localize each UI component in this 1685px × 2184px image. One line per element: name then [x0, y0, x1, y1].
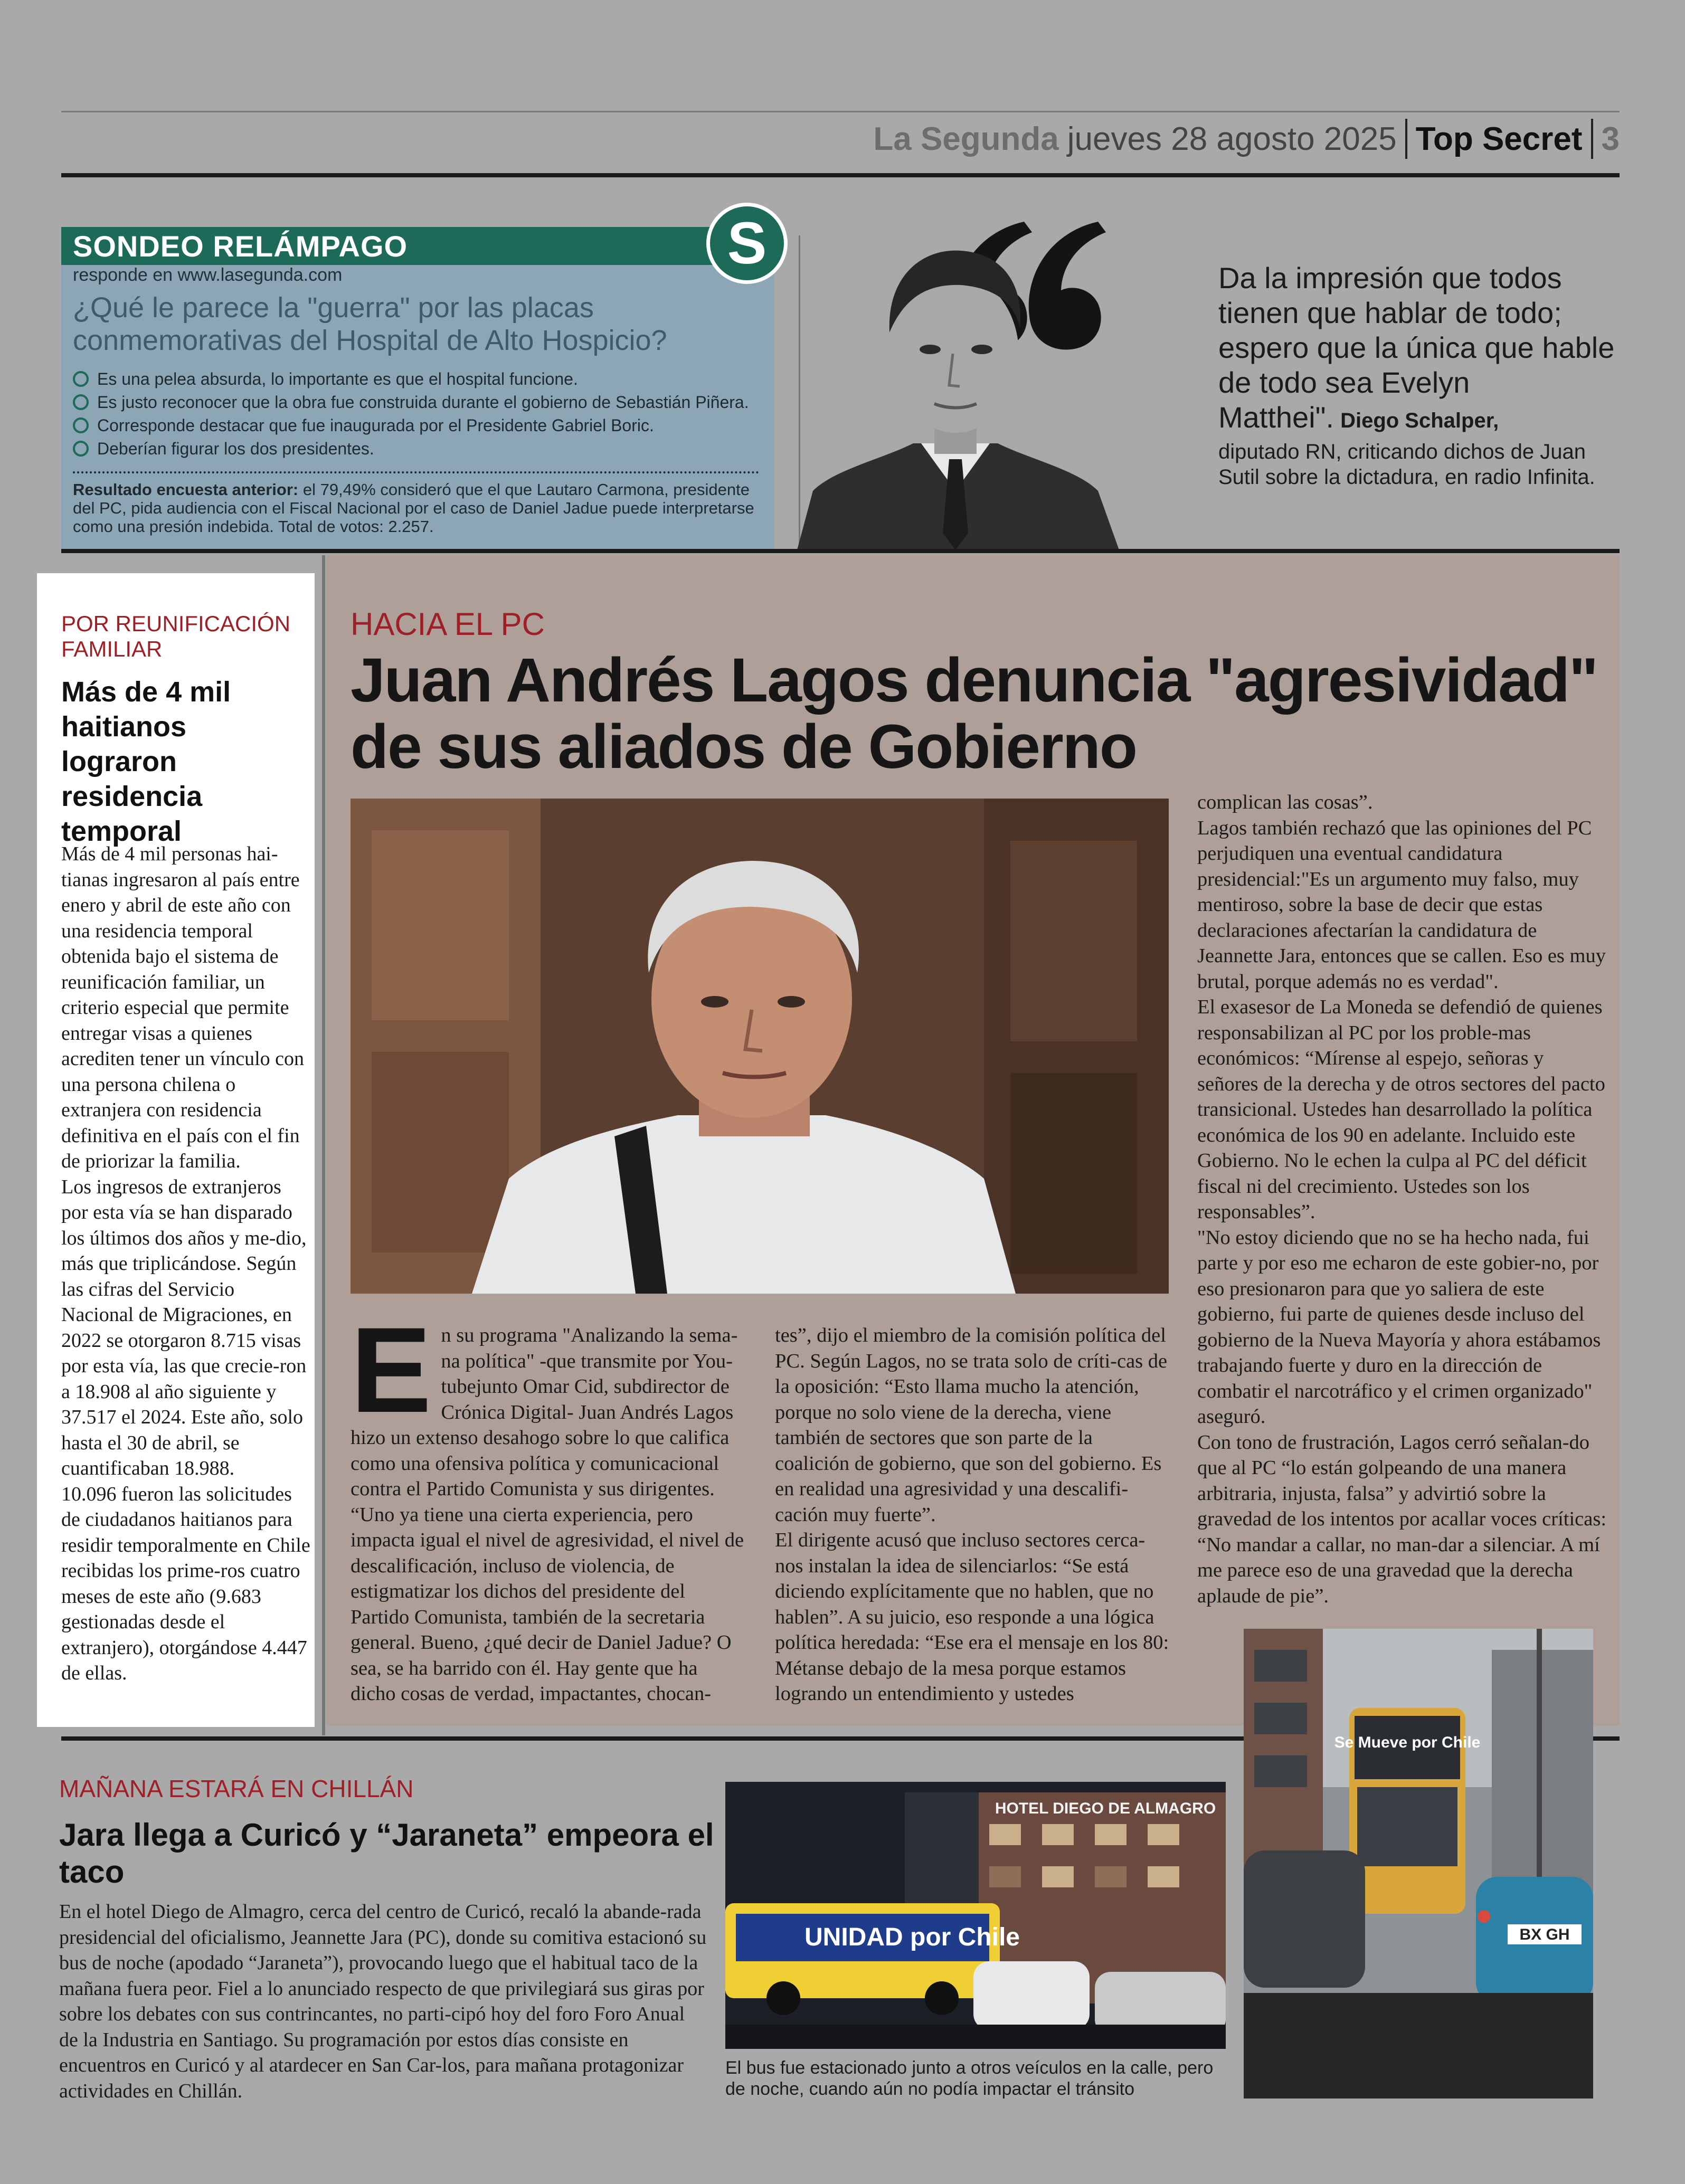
article-column-1 [351, 1302, 746, 1707]
traffic-photo [1244, 1629, 1593, 2098]
radio-icon[interactable] [73, 371, 89, 387]
article-paragraph: El dirigente acusó que incluso sectores cerca-nos instalan la idea de silenciarlos: “Se está diciendo explícitamente que no hablen, que no hablen”. A su juicio, eso responde a una lógica política heredada: “Ese era el mensaje en los 80: Métanse debajo de la mesa porque estamos logrando un entendimiento y ustedes [775, 1529, 1169, 1705]
masthead-separator [1405, 119, 1407, 159]
sidebar-body [61, 841, 311, 1686]
sidebar-paragraph: Más de 4 mil personas hai-tianas ingresaron al país entre enero y abril de este año con una residencia temporal obtenida bajo el sistema de reunificación familiar, un criterio especial que permite entregar visas a quienes acrediten tener un vínculo con una persona chilena o extranjera con residencia definitiva en el país con el fin de priorizar la familia. [61, 843, 305, 1172]
juan-andres-lagos-photo [351, 799, 1169, 1294]
sidebar-headline: Más de 4 mil haitianos lograron residencia temporal [61, 676, 231, 847]
radio-icon[interactable] [73, 417, 89, 433]
section-name: Top Secret [1415, 120, 1583, 157]
article-paragraph: tes”, dijo el miembro de la comisión política del PC. Según Lagos, no se trata solo de críti-cas de la oposición: “Esto llama mucho la atención, porque no solo viene de la derecha, viene también de sectores que son parte de la coalición de gobierno, que son del gobierno. Es en realidad una agresividad y una descalifi-cación muy fuerte”. [775, 1324, 1168, 1526]
article-column-2 [775, 1323, 1171, 1707]
publication-name: La Segunda [873, 120, 1059, 157]
masthead [873, 117, 1620, 160]
sondeo-option-label: Es justo reconocer que la obra fue construida durante el gobierno de Sebastián Piñera. [97, 393, 749, 412]
bus-side-text: UNIDAD por Chile [804, 1923, 1020, 1951]
article-kicker: HACIA EL PC [351, 606, 545, 642]
quote-attribution: diputado RN, criticando dichos de Juan Sutil sobre la dictadura, en radio Infinita. [1218, 440, 1595, 489]
sidebar-paragraph: 10.096 fueron las solicitudes de ciudadanos haitianos para residir temporalmente en Chile recibidas los prime-ros cuatro meses de este año (9.683 gestionadas desde el extranjero), otorgándose 4.447 de ellas. [61, 1483, 310, 1684]
sidebar-kicker: POR REUNIFICACIÓN FAMILIAR [61, 611, 291, 661]
hotel-bus-photo [725, 1782, 1226, 2049]
sondeo-result-text: el 79,49% consideró que el que Lautaro Carmona, presidente del PC, pida audiencia con el Fiscal Nacional por el caso de Daniel Jadue puede interpretarse como una presión indebida. Total de votos: 2.257. [73, 480, 754, 536]
sidebar-divider [322, 555, 325, 1735]
license-plate-text: BX GH [1519, 1926, 1570, 1943]
quote-text [1218, 261, 1630, 438]
article-paragraph: complican las cosas”. [1197, 791, 1373, 813]
sondeo-options [73, 367, 759, 460]
sondeo-title: SONDEO RELÁMPAGO [73, 230, 408, 263]
sondeo-option-label: Corresponde destacar que fue inaugurada por el Presidente Gabriel Boric. [97, 416, 654, 435]
article-paragraph: El exasesor de La Moneda se defendió de quienes responsabilizan al PC por los proble-mas económicos: “Mírense al espejo, señoras y señores de la derecha y de otros sectores del pacto transicional. Ustedes han desarrollado la política económica de los 90 en adelante. Incluido este Gobierno. No le echen la culpa al PC del déficit fiscal ni del crecimiento. Ustedes son los responsables”. [1197, 996, 1605, 1223]
article-paragraph: Lagos también rechazó que las opiniones del PC perjudiquen una eventual candidatura presidencial:"Es un argumento muy falso, muy mentiroso, sobre la base de decir que estas declaraciones afectarían la candidatura de Jeannette Jara, entonces que se callen. Eso es muy brutal, porque además no es verdad". [1197, 816, 1606, 993]
section-rule [61, 549, 1620, 553]
radio-icon[interactable] [73, 394, 89, 410]
article-headline: Juan Andrés Lagos denuncia "agresividad" de sus aliados de Gobierno [351, 645, 1597, 782]
bus-sign-text: Se Mueve por Chile [1334, 1734, 1481, 1751]
sondeo-option[interactable] [73, 414, 759, 437]
sondeo-option-label: Es una pelea absurda, lo importante es que el hospital funcione. [97, 369, 578, 388]
sondeo-option-label: Deberían figurar los dos presidentes. [97, 439, 374, 458]
article-paragraph: n su programa "Analizando la sema-na política" -que transmite por You-tubejunto Omar Cid, subdirector de Crónica Digital- Juan Andrés Lagos hizo un extenso desahogo sobre lo que califica como una ofensiva política y comunicacional contra el Partido Comunista y sus dirigentes. [351, 1324, 738, 1500]
issue-date: jueves 28 agosto 2025 [1067, 120, 1397, 157]
sondeo-option[interactable] [73, 391, 759, 414]
sondeo-badge: S [706, 203, 788, 284]
article-paragraph: "No estoy diciendo que no se ha hecho nada, fui parte y por eso me echaron de este gobier-no, por eso presionaron para que yo saliera de este gobierno, fui parte de quienes desde incluso del gobierno de la Nueva Mayoría y ahora estábamos trabajando fuerte y duro en la dirección de combatir el narcotráfico y el crimen organizado" aseguró. [1197, 1226, 1601, 1428]
article-paragraph: Con tono de frustración, Lagos cerró señalan-do que al PC “lo están golpeando de una manera arbitraria, injusta, falsa” y advirtió sobre la gravedad de los intentos por acallar voces críticas: “No mandar a callar, no man-dar a silenciar. A mí me parece eso de una gravedad que la derecha aplaude de pie”. [1197, 1431, 1607, 1607]
quote-speaker: Diego Schalper, [1340, 409, 1499, 432]
sondeo-divider [73, 471, 759, 473]
photo-caption: El bus fue estacionado junto a otros veículos en la calle, pero de noche, cuando aún no podía impactar el tránsito [725, 2058, 1214, 2099]
radio-icon[interactable] [73, 441, 89, 457]
sondeo-respond-link[interactable]: responde en www.lasegunda.com [73, 265, 343, 285]
diego-schalper-photo [792, 195, 1241, 550]
bottom-headline: Jara llega a Curicó y “Jaraneta” empeora el taco [59, 1817, 714, 1889]
sondeo-result-label: Resultado encuesta anterior: [73, 480, 299, 499]
quote-body: Da la impresión que todos tienen que hablar de todo; espero que la única que hable de todo sea Evelyn Matthei". [1218, 261, 1615, 434]
sidebar-paragraph: Los ingresos de extranjeros por esta vía se han disparado los últimos dos años y me-dio, más que triplicándose. Según las cifras del Servicio Nacional de Migraciones, en 2022 se otorgaron 8.715 visas por esta vía, las que crecie-ron a 18.908 al año siguiente y 37.517 el 2024. Este año, solo hasta el 30 de abril, se cuantificaban 18.988. [61, 1175, 307, 1479]
masthead-separator [1591, 119, 1593, 159]
sondeo-option[interactable] [73, 367, 759, 391]
bottom-kicker: MAÑANA ESTARÁ EN CHILLÁN [59, 1775, 414, 1802]
sondeo-option[interactable] [73, 437, 759, 460]
hotel-sign-text: HOTEL DIEGO DE ALMAGRO [995, 1800, 1216, 1817]
article-paragraph: “Uno ya tiene una cierta experiencia, pero impacta igual el nivel de agresividad, el nivel de descalificación, incluso de violencia, de estigmatizar los dichos del presidente del Partido Comunista, también de la secretaria general. Bueno, ¿qué decir de Daniel Jadue? O sea, se ha barrido con él. Hay gente que ha dicho cosas de verdad, impactantes, chocan- [351, 1503, 744, 1705]
top-rule [61, 111, 1620, 112]
article-column-3 [1197, 790, 1609, 1609]
header-rule [61, 173, 1620, 177]
bottom-body: En el hotel Diego de Almagro, cerca del centro de Curicó, recaló la abande-rada presidencial del oficialismo, Jeannette Jara (PC), donde su comitiva estacionó su bus de noche (apodado “Jaraneta”), provocando luego que el habitual taco de la mañana fuera peor. Fiel a lo anunciado respecto de que privilegiará sus giras por sobre los debates con sus contrincantes, no parti-cipó hoy del foro Foro Anual de la Industria en Santiago. Su programación por estos días consiste en encuentros en Curicó y al atardecer en San Car-los, para mañana protagonizar actividades en Chillán. [59, 1901, 707, 2102]
article-dropcap: E [351, 1302, 432, 1438]
sondeo-previous-result [73, 480, 759, 536]
sondeo-question: ¿Qué le parece la "guerra" por las placas conmemorativas del Hospital de Alto Hospicio? [73, 292, 667, 356]
page-number: 3 [1601, 120, 1620, 157]
